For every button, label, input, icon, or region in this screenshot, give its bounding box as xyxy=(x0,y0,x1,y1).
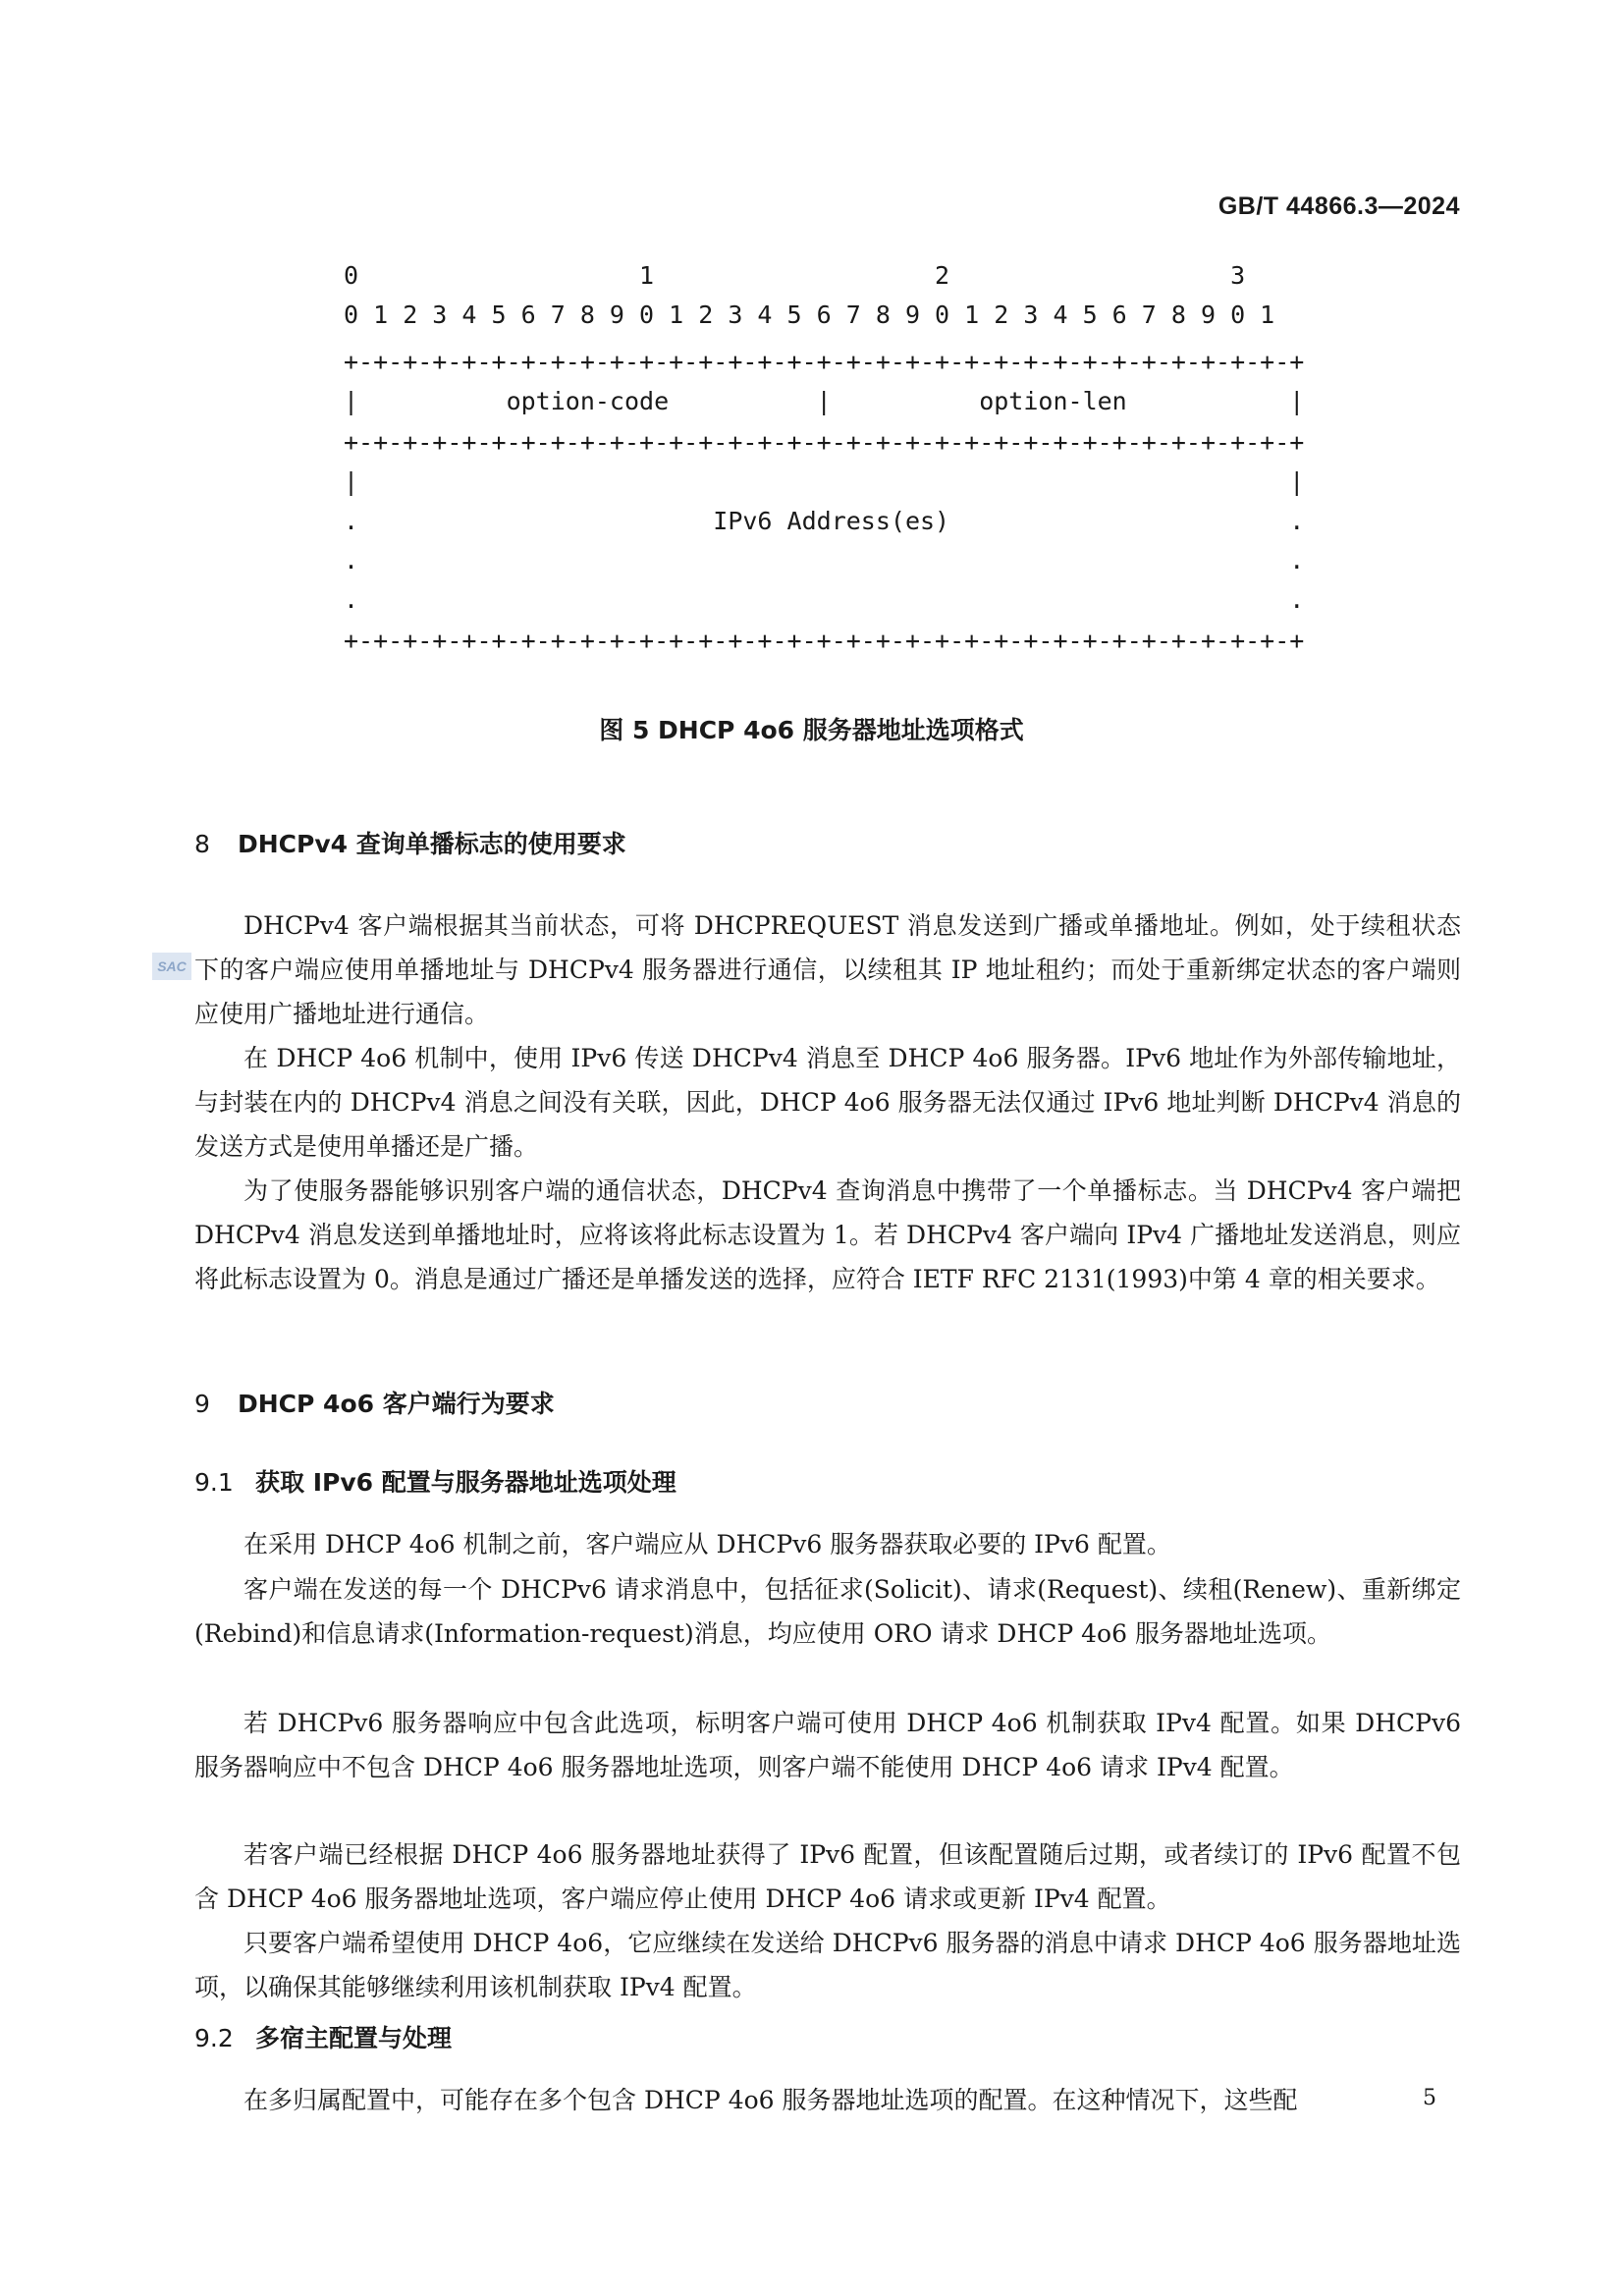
ipv6-address-row: . IPv6 Address(es) . xyxy=(344,507,1305,535)
paragraph: 客户端在发送的每一个 DHCPv6 请求消息中，包括征求(Solicit)、请求(Request)、续租(Renew)、重新绑定(Rebind)和信息请求(Information-request)消息，均应使用 ORO 请求 DHCP 4o6 服务器地址选项。 xyxy=(194,1575,1461,1648)
figure-border-line: +-+-+-+-+-+-+-+-+-+-+-+-+-+-+-+-+-+-+-+-+-+-+-+-+-+-+-+-+-+-+-+-+ xyxy=(344,348,1305,376)
bit-index-ones: 0 1 2 3 4 5 6 7 8 9 0 1 2 3 4 5 6 7 8 9 0 1 2 3 4 5 6 7 8 9 0 1 xyxy=(344,301,1275,329)
figure-border-line: +-+-+-+-+-+-+-+-+-+-+-+-+-+-+-+-+-+-+-+-+-+-+-+-+-+-+-+-+-+-+-+-+ xyxy=(344,627,1305,655)
paragraph: 在采用 DHCP 4o6 机制之前，客户端应从 DHCPv6 服务器获取必要的 IPv6 配置。 xyxy=(243,1530,1171,1558)
section-8-heading xyxy=(194,825,626,860)
section-number: 9.1 xyxy=(194,1468,234,1497)
section-9-2-heading xyxy=(194,2019,452,2054)
figure-address-row: | | xyxy=(344,467,1305,496)
paragraph: DHCPv4 客户端根据其当前状态，可将 DHCPREQUEST 消息发送到广播或单播地址。例如，处于续租状态下的客户端应使用单播地址与 DHCPv4 服务器进行通信，以续租其 IP 地址租约；而处于重新绑定状态的客户端则应使用广播地址进行通信。 xyxy=(194,911,1461,1028)
paragraph: 在 DHCP 4o6 机制中，使用 IPv6 传送 DHCPv4 消息至 DHCP 4o6 服务器。IPv6 地址作为外部传输地址，与封装在内的 DHCPv4 消息之间没有关联，因此，DHCP 4o6 服务器无法仅通过 IPv6 地址判断 DHCPv4 消息的发送方式是使用单播还是广播。 xyxy=(194,1044,1461,1161)
sac-watermark-logo: SAC xyxy=(152,953,191,980)
paragraph: 只要客户端希望使用 DHCP 4o6，它应继续在发送给 DHCPv6 服务器的消息中请求 DHCP 4o6 服务器地址选项，以确保其能够继续利用该机制获取 IPv4 配置。 xyxy=(194,1929,1461,2001)
option-code-len-row: | option-code | option-len | xyxy=(344,387,1305,415)
section-9-heading xyxy=(194,1385,555,1420)
section-number: 9.2 xyxy=(194,2024,234,2052)
section-number: 9 xyxy=(194,1390,210,1418)
section-title: 获取 IPv6 配置与服务器地址选项处理 xyxy=(255,1468,676,1497)
standard-number: GB/T 44866.3—2024 xyxy=(1217,192,1460,220)
figure-address-row: . . xyxy=(344,585,1305,614)
paragraph: 若 DHCPv6 服务器响应中包含此选项，标明客户端可使用 DHCP 4o6 机制获取 IPv4 配置。如果 DHCPv6 服务器响应中不包含 DHCP 4o6 服务器地址选项，则客户端不能使用 DHCP 4o6 请求 IPv4 配置。 xyxy=(194,1709,1461,1781)
bit-index-tens: 0 1 2 3 xyxy=(344,261,1246,290)
figure-caption: 图 5 DHCP 4o6 服务器地址选项格式 xyxy=(599,716,1024,744)
section-title: 多宿主配置与处理 xyxy=(255,2024,453,2052)
section-title: DHCPv4 查询单播标志的使用要求 xyxy=(238,830,626,858)
section-9-1-heading xyxy=(194,1463,676,1499)
section-number: 8 xyxy=(194,830,210,858)
paragraph: 在多归属配置中，可能存在多个包含 DHCP 4o6 服务器地址选项的配置。在这种情况下，这些配 xyxy=(243,2086,1298,2114)
figure-address-row: . . xyxy=(344,546,1305,574)
paragraph: 若客户端已经根据 DHCP 4o6 服务器地址获得了 IPv6 配置，但该配置随后过期，或者续订的 IPv6 配置不包含 DHCP 4o6 服务器地址选项，客户端应停止使用 DHCP 4o6 请求或更新 IPv4 配置。 xyxy=(194,1840,1461,1913)
paragraph: 为了使服务器能够识别客户端的通信状态，DHCPv4 查询消息中携带了一个单播标志。当 DHCPv4 客户端把 DHCPv4 消息发送到单播地址时，应将该将此标志设置为 1。若 DHCPv4 客户端向 IPv4 广播地址发送消息，则应将此标志设置为 0。消息是通过广播还是单播发送的选择，应符合 IETF RFC 2131(1993)中第 4 章的相关要求。 xyxy=(194,1176,1461,1293)
page-number: 5 xyxy=(1423,2086,1436,2110)
section-title: DHCP 4o6 客户端行为要求 xyxy=(238,1390,555,1418)
figure-border-line: +-+-+-+-+-+-+-+-+-+-+-+-+-+-+-+-+-+-+-+-+-+-+-+-+-+-+-+-+-+-+-+-+ xyxy=(344,428,1305,457)
